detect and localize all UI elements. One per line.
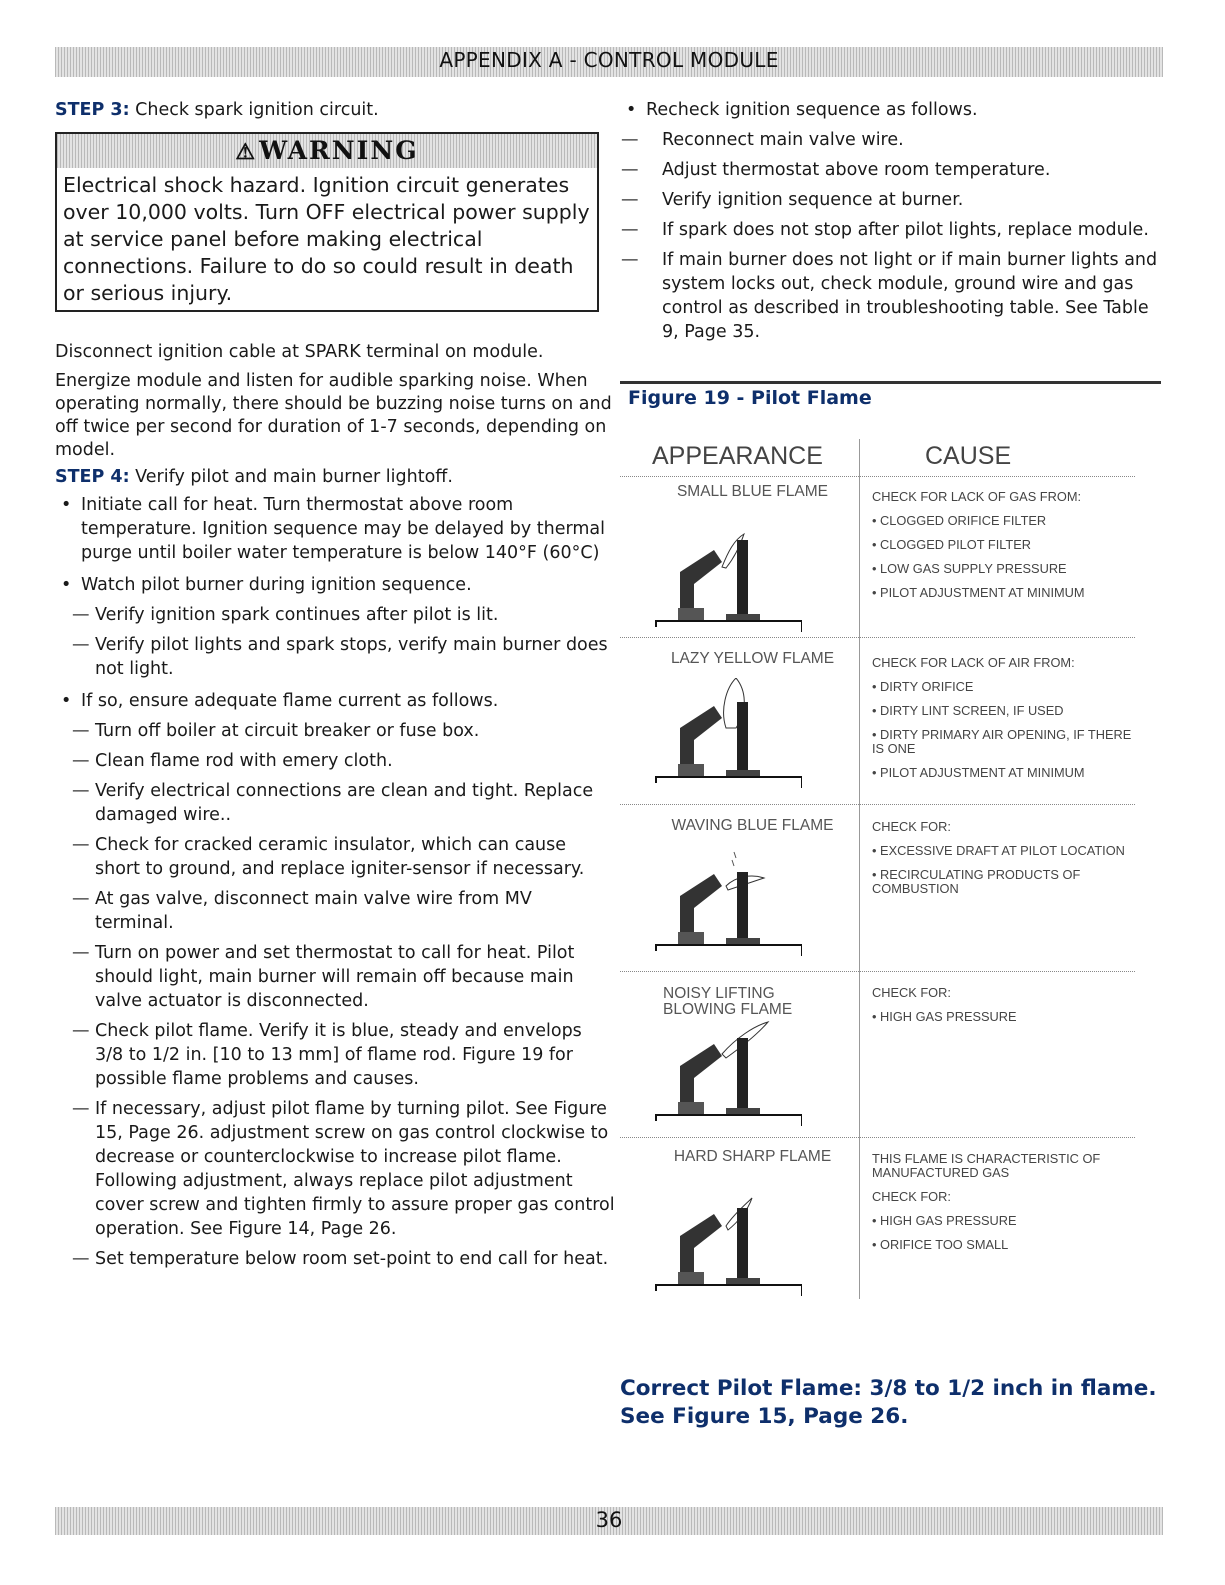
warning-box [55,132,599,312]
appearance-label: NOISY LIFTING BLOWING FLAME [663,985,793,1018]
paragraph-disconnect: Disconnect ignition cable at SPARK terminal on module. [55,342,544,362]
dash-item: — Set temperature below room set-point to end call for heat. [55,1247,615,1271]
dash-item: — Clean flame rod with emery cloth. [55,749,615,773]
dash-item: — Reconnect main valve wire. [620,128,1160,152]
dash-item: — At gas valve, disconnect main valve wire from MV terminal. [55,887,615,935]
dash-item: — If main burner does not light or if main burner lights and system locks out, check module, ground wire and gas control as described in troubleshooting table. See Table 9, Page 35. [620,248,1160,344]
step-4-list [55,493,615,1271]
right-column [620,98,1160,344]
dash-item: — Check for cracked ceramic insulator, which can cause short to ground, and replace igniter-sensor if necessary. [55,833,615,881]
header-bar [55,47,1163,77]
cause-line: • DIRTY LINT SCREEN, IF USED [872,703,1064,718]
pilot-burner-noisy-lifting-flame-image [652,1016,802,1126]
cause-line: • ORIFICE TOO SMALL [872,1237,1009,1252]
cause-line: • RECIRCULATING PRODUCTS OF COMBUSTION [872,867,1081,896]
cause-line: • DIRTY PRIMARY AIR OPENING, IF THERE IS ONE [872,727,1132,756]
pilot-burner-waving-blue-flame-image [652,846,802,956]
cause-line: • HIGH GAS PRESSURE [872,1009,1017,1024]
figure-rule [620,381,1161,384]
step-3 [55,98,615,122]
dash-item: — Turn off boiler at circuit breaker or fuse box. [55,719,615,743]
dash-item: — Verify ignition spark continues after pilot is lit. [55,603,615,627]
warning-header [57,134,597,168]
dash-item: — Verify ignition sequence at burner. [620,188,1160,212]
footer-bar [55,1507,1163,1535]
page-number: 36 [595,1508,623,1532]
dash-item: — If necessary, adjust pilot flame by turning pilot. See Figure 15, Page 26. adjustment screw on gas control clockwise to decrease or counterclockwise to increase pilot flame. Following adjustment, always replace pilot adjustment cover screw and tighten firmly to assure proper gas control operation. See Figure 14, Page 26. [55,1097,615,1241]
paragraph-energize: Energize module and listen for audible sparking noise. When operating normally, there should be buzzing noise turns on and off twice per second for duration of 1-7 seconds, depending on model. [55,371,612,460]
table-rule [620,804,1135,805]
step-3-label: STEP 3: [55,100,130,120]
pilot-burner-hard-sharp-flame-image [652,1186,802,1296]
bullet-item: • Watch pilot burner during ignition sequence. [55,573,615,597]
left-column [55,98,615,1271]
bullet-item: • Recheck ignition sequence as follows. [620,98,1160,122]
appearance-label: SMALL BLUE FLAME [676,483,829,500]
dash-item: — Verify electrical connections are clean and tight. Replace damaged wire.. [55,779,615,827]
cause-line: • PILOT ADJUSTMENT AT MINIMUM [872,765,1085,780]
cause-cell [872,986,1134,1034]
dash-item: — Verify pilot lights and spark stops, verify main burner does not light. [55,633,615,681]
table-rule [620,1137,1135,1138]
table-rule [620,637,1135,638]
table-rule [620,476,1135,477]
dash-item: — Check pilot flame. Verify it is blue, steady and envelops 3/8 to 1/2 in. [10 to 13 mm] of flame rod. Figure 19 for possible flame problems and causes. [55,1019,615,1091]
cause-line: • PILOT ADJUSTMENT AT MINIMUM [872,585,1085,600]
correct-pilot-flame-note: Correct Pilot Flame: 3/8 to 1/2 inch in flame. [620,1376,1157,1401]
cause-line: • CLOGGED ORIFICE FILTER [872,513,1047,528]
cause-line: • DIRTY ORIFICE [872,679,974,694]
cause-line: CHECK FOR: [872,819,951,834]
cause-line: CHECK FOR LACK OF GAS FROM: [872,489,1082,504]
cause-line: • EXCESSIVE DRAFT AT PILOT LOCATION [872,843,1125,858]
column-header-appearance: APPEARANCE [652,442,823,470]
cause-cell [872,656,1134,790]
table-rule [620,971,1135,972]
step-4-label: STEP 4: [55,467,130,487]
warning-title: WARNING [259,136,419,165]
appearance-label: HARD SHARP FLAME [673,1148,832,1165]
page-header-title: APPENDIX A - CONTROL MODULE [439,48,779,72]
pilot-burner-lazy-yellow-flame-image [652,678,802,788]
step-4 [55,465,615,489]
appearance-label: LAZY YELLOW FLAME [670,650,835,667]
bullet-item: • If so, ensure adequate flame current as follows. [55,689,615,713]
see-figure-note: See Figure 15, Page 26. [620,1404,909,1429]
bullet-item: • Initiate call for heat. Turn thermostat above room temperature. Ignition sequence may be delayed by thermal purge until boiler water temperature is below 140°F (60°C) [55,493,615,565]
dash-item: — Adjust thermostat above room temperature. [620,158,1160,182]
warning-text: Electrical shock hazard. Ignition circuit generates over 10,000 volts. Turn OFF electrical power supply at service panel before making electrical connections. Failure to do so could result in death or serious injury. [63,173,590,305]
cause-cell [872,820,1134,906]
figure-title: Figure 19 - Pilot Flame [628,387,872,409]
table-divider [859,439,860,1299]
cause-line: CHECK FOR: [872,1189,951,1204]
cause-line: • LOW GAS SUPPLY PRESSURE [872,561,1067,576]
cause-line: • HIGH GAS PRESSURE [872,1213,1017,1228]
cause-line: • CLOGGED PILOT FILTER [872,537,1032,552]
column-header-cause: CAUSE [925,442,1012,470]
cause-line: CHECK FOR: [872,985,951,1000]
step-3-text: Check spark ignition circuit. [129,100,379,120]
dash-item: — Turn on power and set thermostat to call for heat. Pilot should light, main burner will remain off because main valve actuator is disconnected. [55,941,615,1013]
warning-triangle-icon: ⚠ [235,139,258,165]
cause-line: CHECK FOR LACK OF AIR FROM: [872,655,1075,670]
dash-item: — If spark does not stop after pilot lights, replace module. [620,218,1160,242]
cause-line: THIS FLAME IS CHARACTERISTIC OF MANUFACTURED GAS [872,1151,1101,1180]
step-4-text: Verify pilot and main burner lightoff. [129,467,453,487]
appearance-label: WAVING BLUE FLAME [671,817,834,834]
recheck-list [620,98,1160,344]
pilot-burner-small-blue-flame-image [652,522,802,632]
cause-cell [872,490,1134,610]
cause-cell [872,1152,1134,1262]
